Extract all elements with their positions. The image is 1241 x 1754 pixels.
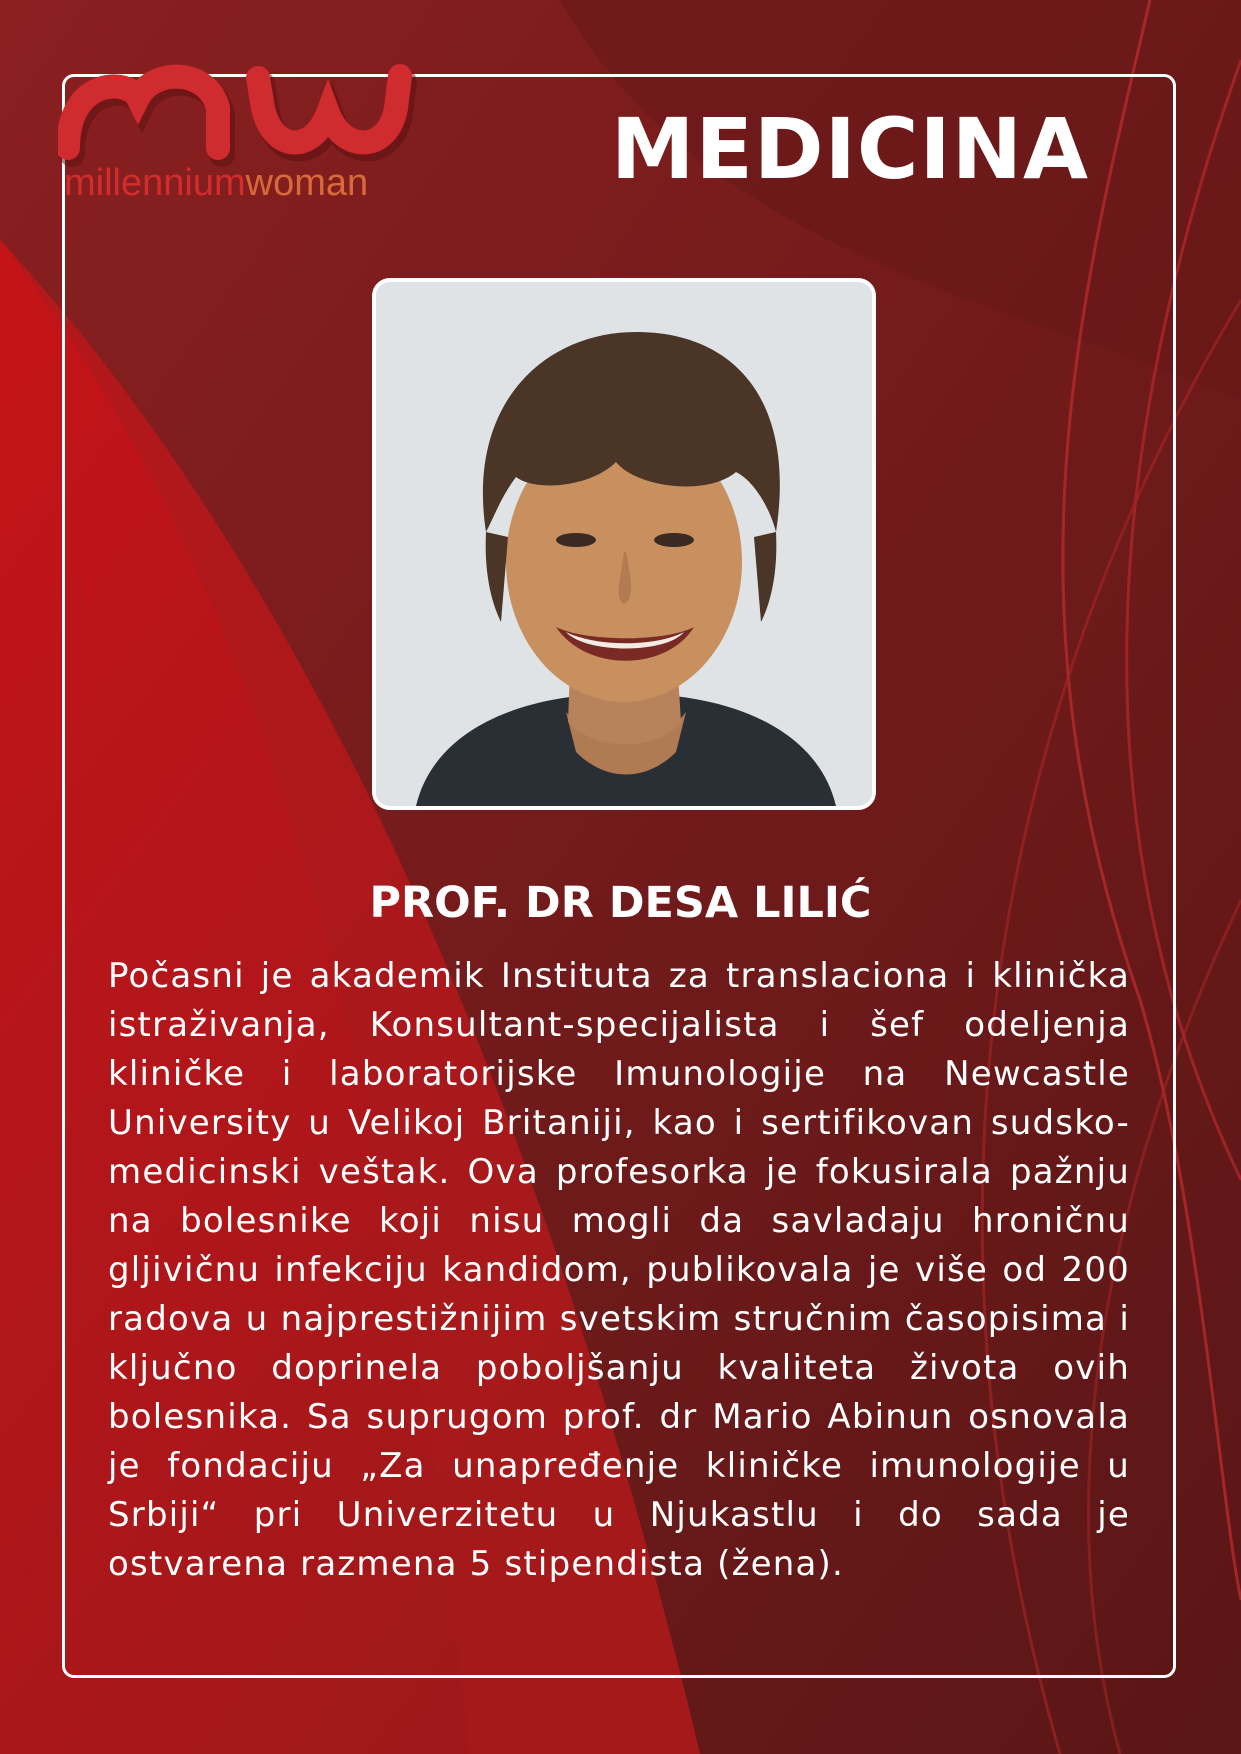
logo-wordmark-part2: woman	[245, 162, 369, 204]
person-name: PROF. DR DESA LILIĆ	[369, 878, 872, 928]
logo-wordmark-part1: millennium	[64, 162, 246, 204]
logo-wordmark	[64, 162, 368, 205]
section-title: MEDICINA	[610, 100, 1090, 198]
person-bio: Počasni je akademik Instituta za translaciona i klinička istraživanja, Konsultant-specijalista i šef odeljenja kliničke i laboratorijske Imunologije na Newcastle University u Velikoj Britaniji, kao i sertifikovan sudsko-medicinski veštak. Ova profesorka je fokusirala pažnju na bolesnike koji nisu mogli da savladaju hroničnu gljivičnu infekciju kandidom, publikovala je više od 200 radova u najprestižnijim svetskim stručnim časopisima i ključno doprinela poboljšanju kvaliteta života ovih bolesnika. Sa suprugom prof. dr Mario Abinun osnovala je fondaciju „Za unapređenje kliničke imunologije u Srbiji“ pri Univerzitetu u Njukastlu i do sada je ostvarena razmena 5 stipendista (žena).	[108, 956, 1130, 1584]
portrait-photo	[372, 278, 876, 810]
